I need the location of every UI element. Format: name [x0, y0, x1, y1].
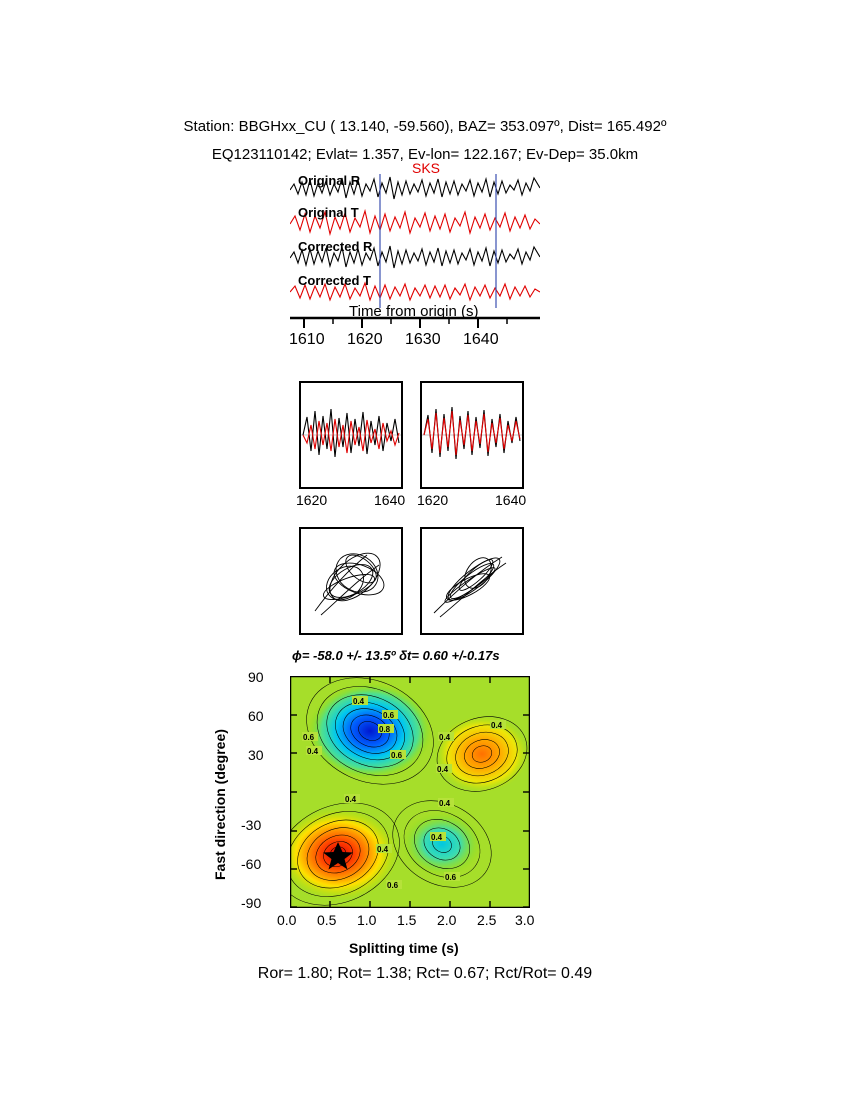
- svg-text:0.4: 0.4: [345, 795, 357, 804]
- svg-text:0.6: 0.6: [303, 733, 315, 742]
- panel-corrected-overlay: [420, 381, 524, 489]
- panel-particle-motion-corrected: [420, 527, 524, 635]
- footer-stats: Ror= 1.80; Rot= 1.38; Rct= 0.67; Rct/Rot= 0.49: [257, 965, 593, 982]
- svg-text:0.6: 0.6: [387, 881, 399, 890]
- trace-label-corrected-r: Corrected R: [298, 239, 373, 254]
- header-line-1: Station: BBGHxx_CU ( 13.140, -59.560), BAZ= 353.097º, Dist= 165.492º: [183, 118, 667, 135]
- trace-label-corrected-t: Corrected T: [298, 273, 371, 288]
- svg-text:0.6: 0.6: [383, 711, 395, 720]
- contour-plot: [290, 676, 530, 908]
- waveform-tick-1610: 1610: [289, 331, 325, 348]
- waveform-axis-title: Time from origin (s): [349, 303, 479, 320]
- svg-text:0.8: 0.8: [379, 725, 391, 734]
- contour-ytick-90: 90: [248, 669, 264, 685]
- contour-ytick-30: 30: [248, 747, 264, 763]
- svg-text:0.4: 0.4: [491, 721, 503, 730]
- panel-right-tick-1640: 1640: [495, 492, 527, 508]
- contour-ytick-m90: -90: [241, 895, 262, 911]
- contour-xtick-2.0: 2.0: [437, 912, 457, 928]
- contour-xtick-1.5: 1.5: [397, 912, 417, 928]
- contour-xlabel: Splitting time (s): [349, 940, 459, 956]
- contour-xtick-0.0: 0.0: [277, 912, 297, 928]
- contour-xtick-1.0: 1.0: [357, 912, 377, 928]
- trace-label-original-r: Original R: [298, 173, 361, 188]
- waveform-tick-1620: 1620: [347, 331, 383, 348]
- sks-phase-label: SKS: [412, 160, 441, 176]
- panel-uncorrected-overlay: [299, 381, 403, 489]
- svg-text:0.4: 0.4: [439, 733, 451, 742]
- trace-label-original-t: Original T: [298, 205, 359, 220]
- panel-left-tick-1620: 1620: [296, 492, 328, 508]
- svg-text:0.4: 0.4: [307, 747, 319, 756]
- contour-ytick-m30: -30: [241, 817, 262, 833]
- waveform-tick-1630: 1630: [405, 331, 441, 348]
- svg-text:0.4: 0.4: [377, 845, 389, 854]
- panel-right-tick-1620: 1620: [417, 492, 449, 508]
- svg-text:0.4: 0.4: [431, 833, 443, 842]
- svg-text:0.4: 0.4: [437, 765, 449, 774]
- contour-ytick-60: 60: [248, 708, 264, 724]
- waveform-tick-1640: 1640: [463, 331, 499, 348]
- panel-left-tick-1640: 1640: [374, 492, 406, 508]
- contour-ylabel: Fast direction (degree): [212, 729, 228, 880]
- contour-title: ϕ= -58.0 +/- 13.5º δt= 0.60 +/-0.17s: [292, 648, 500, 663]
- svg-text:0.4: 0.4: [439, 799, 451, 808]
- svg-text:0.4: 0.4: [353, 697, 365, 706]
- contour-xtick-3.0: 3.0: [515, 912, 535, 928]
- svg-text:0.6: 0.6: [391, 751, 403, 760]
- svg-text:0.6: 0.6: [445, 873, 457, 882]
- contour-xtick-2.5: 2.5: [477, 912, 497, 928]
- contour-xtick-0.5: 0.5: [317, 912, 337, 928]
- contour-ytick-m60: -60: [241, 856, 262, 872]
- header-line-2: EQ123110142; Evlat= 1.357, Ev-lon= 122.167; Ev-Dep= 35.0km: [211, 146, 639, 163]
- panel-particle-motion-uncorrected: [299, 527, 403, 635]
